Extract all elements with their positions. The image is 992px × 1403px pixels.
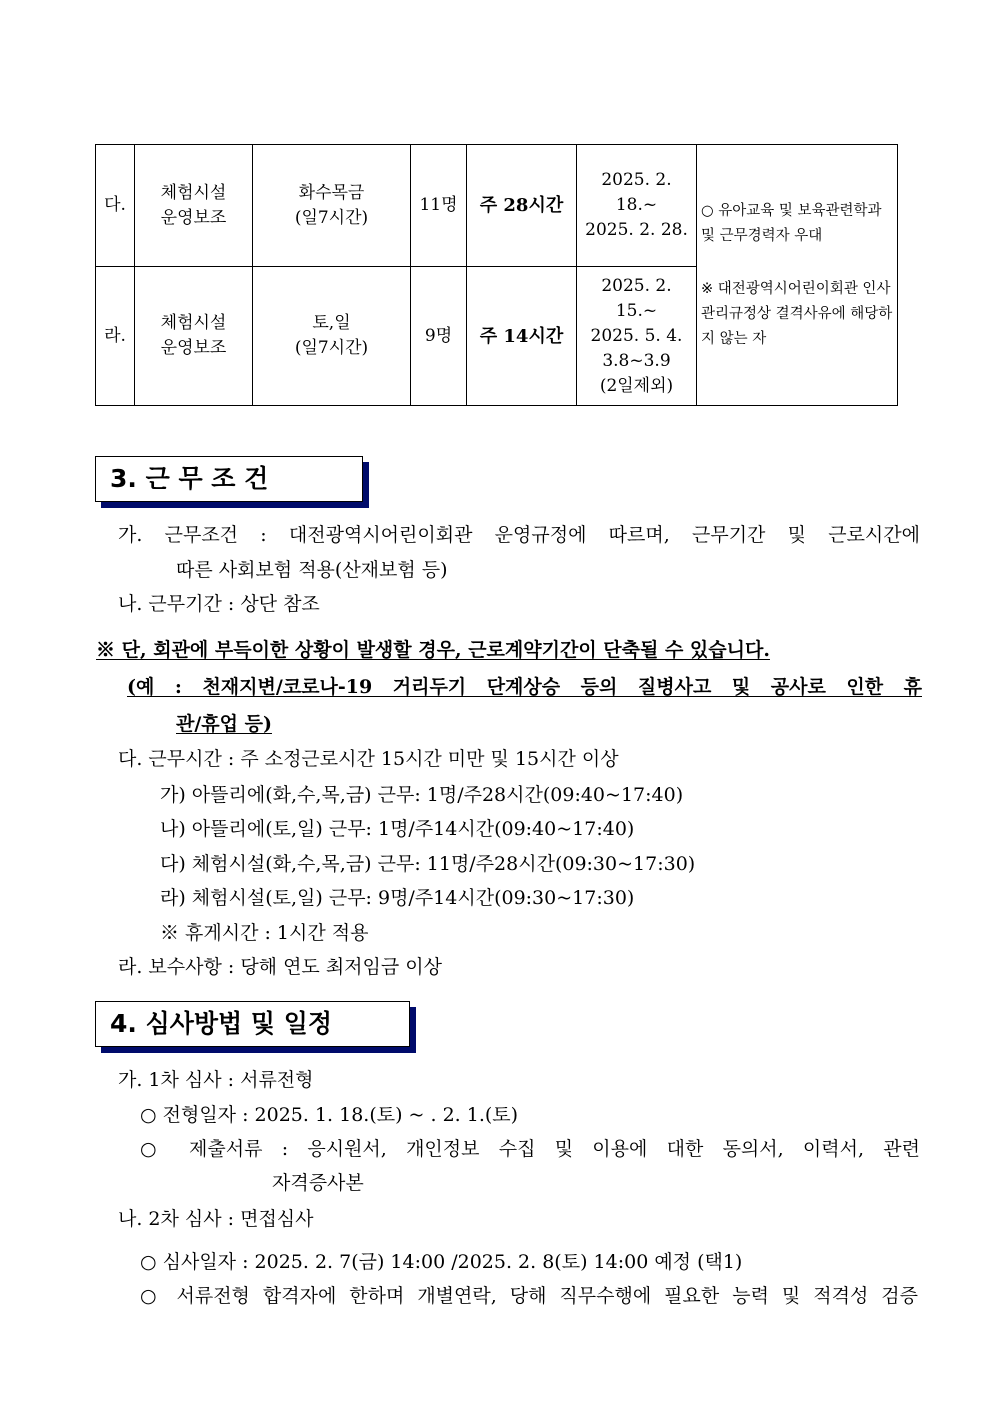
warning-line: ※ 단, 회관에 부득이한 상황이 발생할 경우, 근로계약기간이 단축될 수 있습니다.	[96, 639, 770, 661]
warning-line: (예 : 천재지변/코로나-19 거리두기 단계상승 등의 질병사고 및 공사로 인한 휴	[127, 676, 922, 698]
row-days: 화수목금 (일7시간)	[253, 145, 411, 267]
text-line: ○ 제출서류 : 응시원서, 개인정보 수집 및 이용에 대한 동의서, 이력서, 관련	[140, 1138, 920, 1160]
row-period: 2025. 2. 15.~ 2025. 5. 4. 3.8~3.9 (2일제외)	[577, 267, 697, 406]
text-line: 라. 보수사항 : 당해 연도 최저임금 이상	[118, 956, 442, 978]
row-code: 다.	[96, 145, 135, 267]
text-line: 가. 근무조건 : 대전광역시어린이회관 운영규정에 따르며, 근무기간 및 근로시간에	[118, 524, 920, 546]
text-line: 자격증사본	[272, 1172, 364, 1194]
table-row	[96, 145, 898, 267]
list-item: 가) 아뜰리에(화,수,목,금) 근무: 1명/주28시간(09:40~17:40)	[160, 784, 684, 806]
row-type: 체험시설 운영보조	[135, 145, 253, 267]
section-3-heading: 3. 근 무 조 건	[95, 456, 363, 502]
text-line: 가. 1차 심사 : 서류전형	[118, 1069, 314, 1091]
text-line: 다. 근무시간 : 주 소정근로시간 15시간 미만 및 15시간 이상	[118, 748, 619, 770]
row-count: 11명	[411, 145, 467, 267]
row-count: 9명	[411, 267, 467, 406]
section-4-heading: 4. 심사방법 및 일정	[95, 1001, 410, 1047]
text-line: ○ 심사일자 : 2025. 2. 7(금) 14:00 /2025. 2. 8(토) 14:00 예정 (택1)	[140, 1251, 743, 1273]
row-type: 체험시설 운영보조	[135, 267, 253, 406]
list-item: ※ 휴게시간 : 1시간 적용	[160, 922, 369, 944]
text-line: 나. 2차 심사 : 면접심사	[118, 1208, 314, 1230]
list-item: 다) 체험시설(화,수,목,금) 근무: 11명/주28시간(09:30~17:30)	[160, 853, 696, 875]
row-period: 2025. 2. 18.~ 2025. 2. 28.	[577, 145, 697, 267]
list-item: 나) 아뜰리에(토,일) 근무: 1명/주14시간(09:40~17:40)	[160, 818, 635, 840]
list-item: 라) 체험시설(토,일) 근무: 9명/주14시간(09:30~17:30)	[160, 887, 635, 909]
row-days: 토,일 (일7시간)	[253, 267, 411, 406]
text-line: ○ 전형일자 : 2025. 1. 18.(토) ~ . 2. 1.(토)	[140, 1104, 519, 1126]
row-hours: 주 28시간	[467, 145, 577, 267]
warning-line: 관/휴업 등)	[176, 713, 272, 735]
row-hours: 주 14시간	[467, 267, 577, 406]
text-line: 나. 근무기간 : 상단 참조	[118, 593, 320, 615]
recruitment-table	[95, 144, 898, 406]
qualification-note: ○ 유아교육 및 보육관련학과 및 근무경력자 우대 ※ 대전광역시어린이회관 인사관리규정상 결격사유에 해당하지 않는 자	[697, 145, 898, 406]
row-code: 라.	[96, 267, 135, 406]
text-line: 따른 사회보험 적용(산재보험 등)	[176, 559, 448, 581]
text-line: ○ 서류전형 합격자에 한하며 개별연락, 당해 직무수행에 필요한 능력 및 적격성 검증	[140, 1285, 918, 1307]
